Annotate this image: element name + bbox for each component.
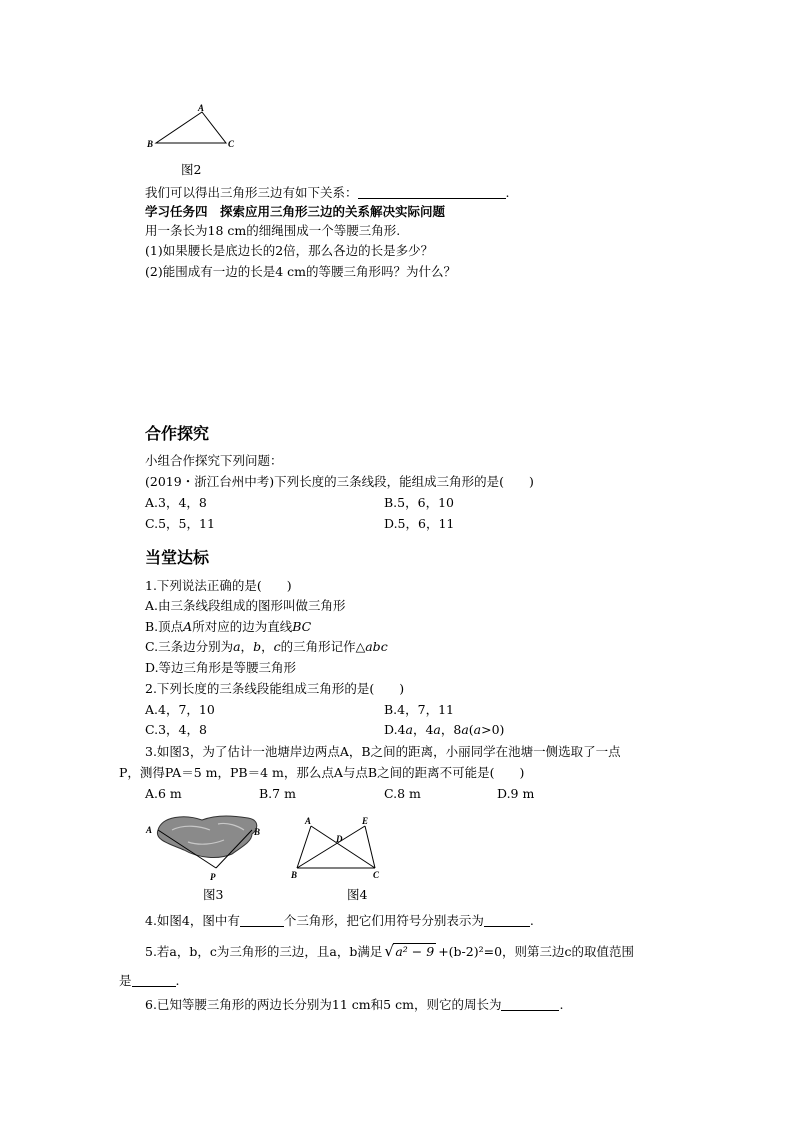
sqrt-radical-sign: √ (384, 942, 394, 960)
q6-end: . (559, 997, 564, 1012)
pond-shape (157, 816, 256, 857)
fig3-label-a: A (146, 825, 153, 835)
coop-question: (2019・浙江台州中考)下列长度的三条线段，能组成三角形的是( ) (145, 474, 534, 489)
q6-pre: 6.已知等腰三角形的两边长分别为11 cm和5 cm，则它的周长为 (145, 997, 502, 1012)
coop-option-d: D.5，6，11 (384, 516, 455, 531)
q1-option-c (145, 639, 388, 655)
coop-option-a: A.3，4，8 (145, 495, 207, 510)
q5-pre: 5.若a，b，c为三角形的三边，且a，b满足 (145, 944, 383, 959)
q1-option-b-pre: B.顶点 (145, 619, 184, 634)
q3-line-1: 3.如图3，为了估计一池塘岸边两点A，B之间的距离，小丽同学在池塘一侧选取了一点 (145, 744, 621, 759)
figure-4-diagram (285, 812, 395, 884)
fig3-label-p: P (210, 872, 216, 882)
q2-option-d-mid1: ，4 (412, 722, 434, 737)
q5-line2-pre: 是 (119, 973, 132, 988)
q3-option-d: D.9 m (497, 786, 535, 801)
q1-option-c-sep1: ， (240, 639, 254, 654)
q1-option-c-pre: C.三条边分别为 (145, 639, 234, 654)
q1-option-c-mid: 的三角形记作△ (280, 639, 366, 654)
q3-option-b: B.7 m (259, 786, 296, 801)
q4-end: . (529, 913, 534, 928)
fig4-label-e: E (362, 816, 369, 826)
figure-3-pond (140, 808, 275, 883)
q5-line2-end: . (175, 973, 180, 988)
task4-title: 学习任务四 探索应用三角形三边的关系解决实际问题 (145, 204, 446, 219)
coop-heading: 合作探究 (145, 424, 210, 443)
q2-option-d-pre: D.4 (384, 722, 406, 737)
fig4-label-b: B (291, 870, 298, 880)
segment-ac (311, 826, 375, 868)
sqrt-radicand: a² − 9 (395, 944, 435, 959)
q2-option-c: C.3，4，8 (145, 722, 207, 737)
q1-option-c-b: b (253, 639, 262, 654)
q2-option-d-mid2: ，8 (440, 722, 462, 737)
q1-option-b-line: BC (292, 619, 312, 634)
figure-3-caption: 图3 (203, 887, 224, 902)
q2-option-d-a2: a (433, 722, 441, 737)
fig4-label-a: A (305, 816, 312, 826)
q5-post: +(b-2)²=0，则第三边c的取值范围 (438, 944, 635, 959)
test-heading: 当堂达标 (145, 548, 210, 567)
q1-option-b (145, 619, 311, 635)
q6-line (145, 997, 563, 1013)
q2-option-d-a1: a (405, 722, 413, 737)
triangle-abc (156, 112, 226, 143)
q1-option-d: D.等边三角形是等腰三角形 (145, 660, 297, 675)
q6-blank (501, 998, 559, 1011)
q2-option-d-a3: a (461, 722, 469, 737)
q3-option-a: A.6 m (145, 786, 182, 801)
q4-mid: 个三角形，把它们用符号分别表示为 (283, 913, 484, 928)
q5-line-1 (145, 944, 634, 960)
segment-eb (297, 826, 365, 868)
q3-line-2: P，测得PA＝5 m，PB＝4 m，那么点A与点B之间的距离不可能是( ) (119, 765, 525, 780)
segment-ab (297, 826, 311, 868)
q1-option-c-c: c (273, 639, 281, 654)
relation-line-text: 我们可以得出三角形三边有如下关系： (145, 185, 358, 200)
q2-option-d (384, 722, 504, 738)
q1-option-b-point: A (183, 619, 193, 634)
q2-option-d-mid3: ( (468, 722, 474, 737)
vertex-label-a: A (198, 103, 205, 113)
q2-option-b: B.4，7，11 (384, 702, 454, 717)
segment-ec (365, 826, 375, 868)
sqrt-expression (384, 944, 436, 960)
answer-blank (358, 186, 506, 199)
q1-option-c-a: a (233, 639, 241, 654)
q4-pre: 4.如图4，图中有 (145, 913, 240, 928)
fig4-label-d: D (336, 834, 343, 844)
figure-2-triangle (140, 100, 250, 160)
q1-option-a: A.由三条线段组成的图形叫做三角形 (145, 598, 346, 613)
figure-2-caption: 图2 (181, 162, 202, 177)
vertex-label-c: C (228, 139, 235, 149)
q1-option-c-abc: abc (365, 639, 388, 654)
task4-question-1: (1)如果腰长是底边长的2倍，那么各边的长是多少？ (145, 243, 434, 258)
q4-blank-count (240, 914, 284, 927)
q4-line (145, 913, 534, 929)
q1-stem: 1.下列说法正确的是( ) (145, 578, 292, 593)
q2-option-a: A.4，7，10 (145, 702, 215, 717)
coop-intro: 小组合作探究下列问题： (145, 453, 283, 468)
q2-stem: 2.下列长度的三条线段能组成三角形的是( ) (145, 681, 405, 696)
coop-option-b: B.5，6，10 (384, 495, 454, 510)
task4-question-2: (2)能围成有一边的长是4 cm的等腰三角形吗？为什么？ (145, 264, 456, 279)
q3-option-c: C.8 m (384, 786, 421, 801)
q1-option-c-sep2: ， (261, 639, 274, 654)
q2-option-d-a4: a (473, 722, 482, 737)
vertex-label-b: B (147, 139, 154, 149)
q1-option-b-mid: 所对应的边为直线 (192, 619, 293, 634)
coop-option-c: C.5，5，11 (145, 516, 215, 531)
relation-line: 我们可以得出三角形三边有如下关系： . (145, 185, 510, 200)
task4-intro: 用一条长为18 cm的细绳围成一个等腰三角形. (145, 223, 401, 238)
figure-4-caption: 图4 (347, 887, 368, 902)
q4-blank-symbols (484, 914, 530, 927)
fig4-label-c: C (373, 870, 380, 880)
fig3-label-b: B (254, 827, 261, 837)
q5-line-2 (119, 973, 180, 989)
q5-blank (132, 974, 176, 987)
q2-option-d-end: >0) (481, 722, 505, 737)
